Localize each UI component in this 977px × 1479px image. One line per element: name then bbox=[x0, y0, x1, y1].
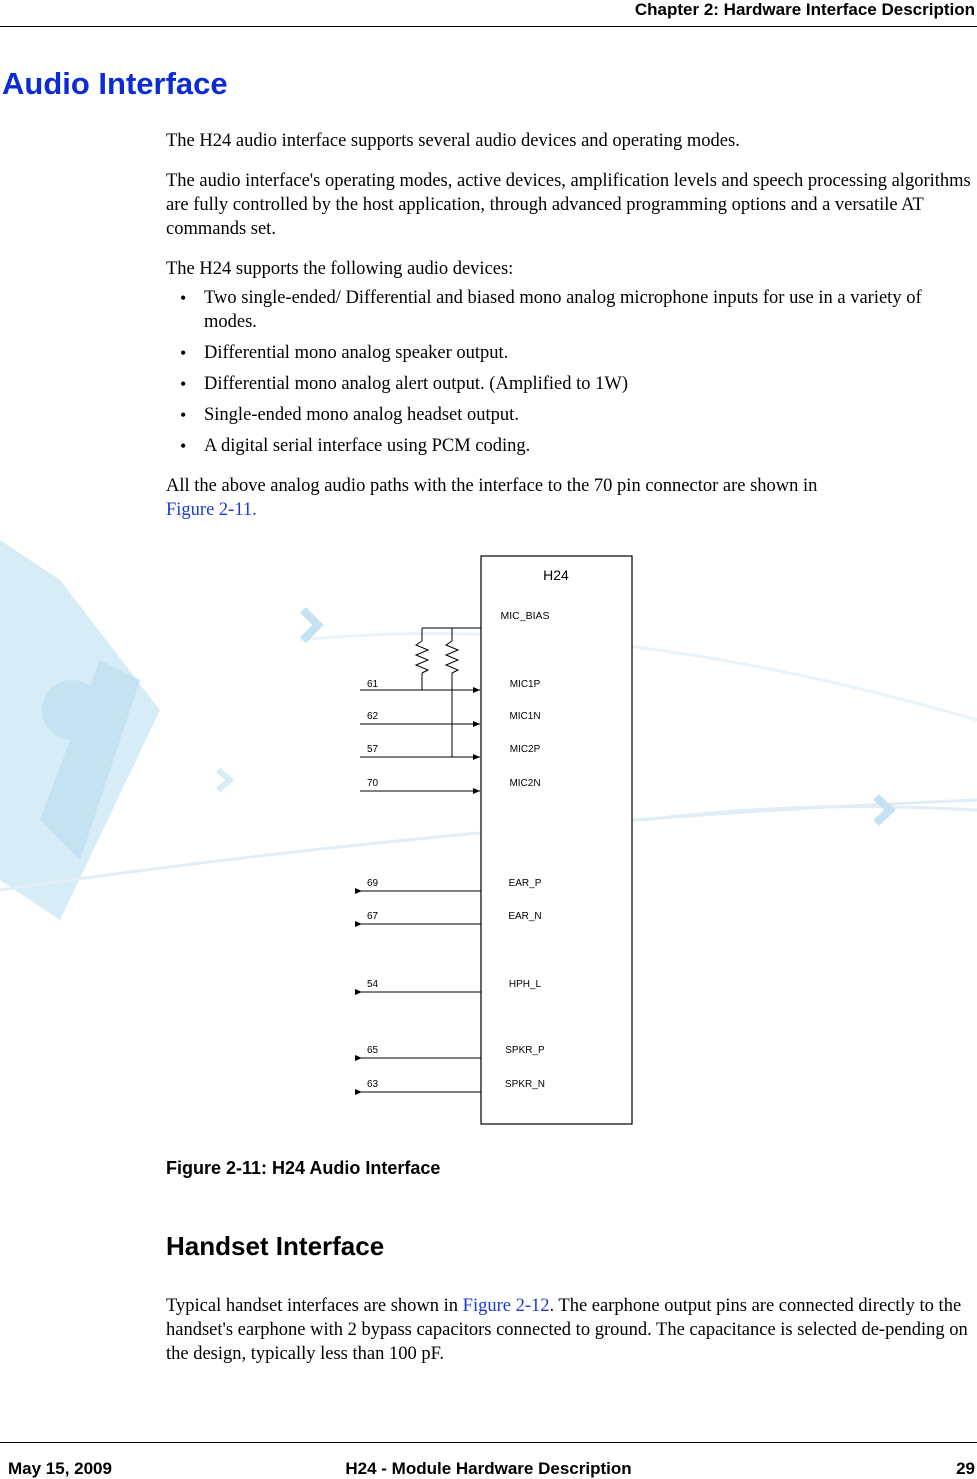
signal-label: EAR_N bbox=[508, 911, 542, 922]
list-item: • Single-ended mono analog headset output. bbox=[180, 405, 519, 425]
signal-label: MIC2P bbox=[509, 744, 541, 755]
module-label: H24 bbox=[543, 567, 569, 583]
list-item: • Differential mono analog speaker output. bbox=[180, 343, 509, 363]
figure-2-11-link[interactable]: Figure 2-11 bbox=[166, 500, 253, 520]
bullet-icon: • bbox=[180, 343, 187, 363]
list-item: • Two single-ended/ Differential and biased mono analog microphone inputs for use in a variety of modes. bbox=[180, 288, 922, 332]
signal-label: MIC2N bbox=[509, 778, 541, 789]
figure-caption: Figure 2-11: H24 Audio Interface bbox=[166, 1158, 441, 1178]
list-item: • Differential mono analog alert output. (Amplified to 1W) bbox=[180, 374, 629, 394]
audio-interface-diagram bbox=[355, 553, 645, 1128]
paragraph-figure-ref: All the above analog audio paths with the interface to the 70 pin connector are shown in Figure 2-11. bbox=[166, 476, 818, 520]
pin-number: 65 bbox=[367, 1045, 379, 1056]
pin-number: 70 bbox=[367, 778, 379, 789]
page-number: 29 bbox=[956, 1459, 975, 1478]
signal-label: EAR_P bbox=[508, 878, 542, 889]
paragraph-handset: Typical handset interfaces are shown in Figure 2-12. The earphone output pins are connected directly to the handset's earphone with 2 bypass capacitors connected to ground. The capacitance is selected de-pending on the design, typically less than 100 pF. bbox=[166, 1296, 968, 1364]
pin-number: 62 bbox=[367, 711, 379, 722]
pin-number: 57 bbox=[367, 744, 379, 755]
pin-number: 67 bbox=[367, 911, 379, 922]
pin-number: 69 bbox=[367, 878, 379, 889]
h24-module-box bbox=[481, 556, 632, 1124]
mic-bias-label: MIC_BIAS bbox=[500, 610, 550, 622]
footer-document-title: H24 - Module Hardware Description bbox=[345, 1459, 632, 1478]
paragraph-modes: The audio interface's operating modes, active devices, amplification levels and speech processing algorithms are fully controlled by the host application, through advanced programming options and a versatile AT commands set. bbox=[166, 171, 971, 239]
pin-row bbox=[360, 679, 541, 690]
footer-date: May 15, 2009 bbox=[8, 1459, 112, 1478]
signal-label: SPKR_P bbox=[505, 1045, 545, 1056]
page-header bbox=[0, 0, 977, 27]
device-list bbox=[166, 286, 972, 465]
chapter-title: Chapter 2: Hardware Interface Description bbox=[634, 0, 975, 19]
bullet-icon: • bbox=[180, 374, 187, 394]
paragraph-devices: The H24 supports the following audio devices: bbox=[166, 259, 514, 279]
pin-number: 54 bbox=[367, 979, 379, 990]
bullet-icon: • bbox=[180, 288, 187, 308]
bullet-icon: • bbox=[180, 436, 187, 456]
bullet-icon: • bbox=[180, 405, 187, 425]
list-item: • A digital serial interface using PCM coding. bbox=[180, 436, 531, 456]
signal-label: SPKR_N bbox=[504, 1079, 546, 1090]
resistor-1 bbox=[416, 641, 428, 673]
section-title: Audio Interface bbox=[2, 66, 228, 101]
pin-number: 61 bbox=[367, 679, 379, 690]
pin-number: 63 bbox=[367, 1079, 379, 1090]
signal-label: HPH_L bbox=[508, 979, 542, 990]
paragraph-intro: The H24 audio interface supports several audio devices and operating modes. bbox=[166, 131, 740, 151]
resistor-2 bbox=[446, 641, 458, 673]
subsection-title: Handset Interface bbox=[166, 1231, 385, 1261]
page-footer bbox=[0, 1442, 977, 1479]
signal-label: MIC1N bbox=[509, 711, 541, 722]
signal-label: MIC1P bbox=[509, 679, 541, 690]
figure-2-12-link[interactable]: Figure 2-12 bbox=[462, 1296, 550, 1316]
